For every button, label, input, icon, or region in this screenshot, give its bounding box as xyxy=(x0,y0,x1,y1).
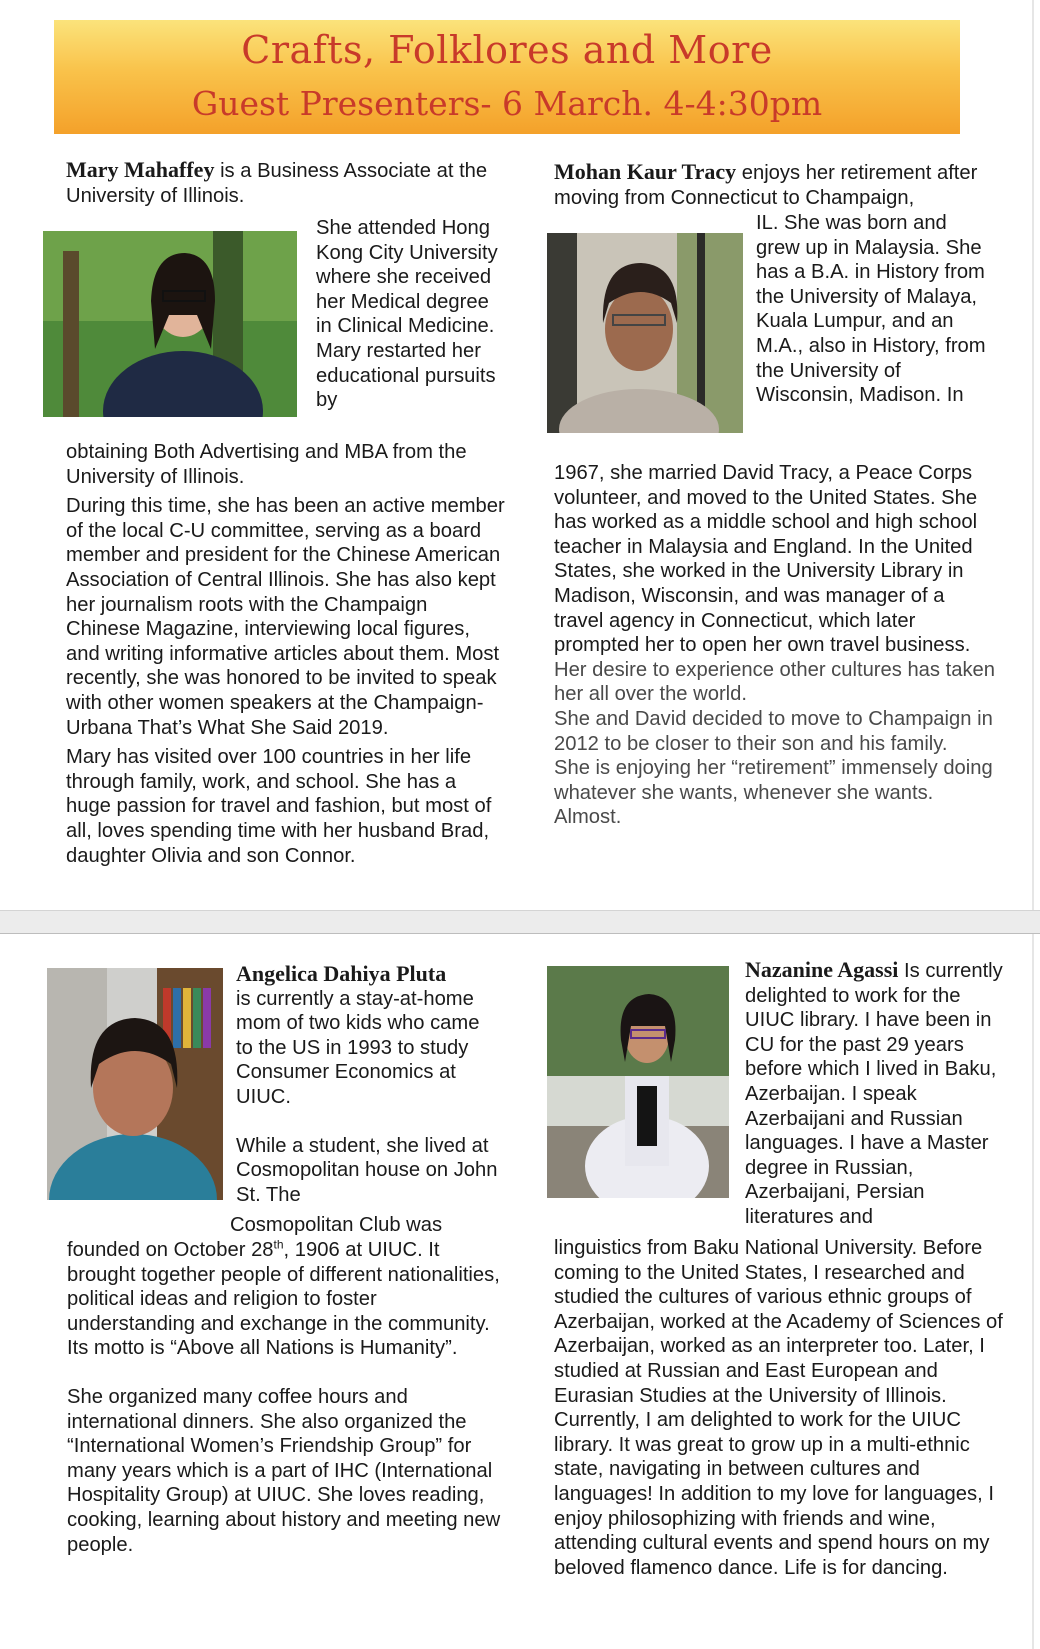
nazanine-side-text xyxy=(745,958,1007,1230)
mohan-intro-text: enjoys her retirement after moving from Connecticut to Champaign, xyxy=(554,162,978,209)
banner-title: Crafts, Folklores and More xyxy=(241,28,773,72)
mary-photo xyxy=(43,231,297,417)
nazanine-photo xyxy=(547,966,729,1198)
angelica-side-paragraph-2: While a student, she lived at Cosmopolitan house on John St. The xyxy=(236,1134,498,1206)
mohan-intro xyxy=(554,160,994,210)
mary-paragraph-3: Mary has visited over 100 countries in her life through family, work, and school. She has a huge passion for travel and fashion, but most of all, loves spending time with her husband Brad, daughter Olivia and son Connor. xyxy=(66,746,492,867)
mohan-side-text xyxy=(756,211,996,408)
page-separator xyxy=(0,910,1040,934)
mohan-body xyxy=(554,461,999,830)
mary-side-paragraph: She attended Hong Kong City University where she received her Medical degree in Clinical Medicine. Mary restarted her educational pursuits by xyxy=(316,217,498,412)
mohan-photo xyxy=(547,233,743,433)
nazanine-continuation: linguistics from Baku National University. Before coming to the United States, I researched and studied the cultures of various ethnic groups of Azerbaijan, worked at the Academy of Sciences of Azerbaijan, worked as an interpreter too. Later, I studied at Russian and East European and Eurasian Studies at the University of Illinois. Currently, I am delighted to work for the UIUC library. It was great to grow up in a multi-ethnic state, navigating in between cultures and languages! In addition to my love for languages, I enjoy philosophizing with friends and wine, attending cultural events and spend hours on my beloved flamenco dance. Life is for dancing. xyxy=(554,1237,1003,1579)
angelica-founded-rest: , 1906 at UIUC. It brought together people of different nationalities, political ideas and religion to foster understanding and exchange in the community. Its motto is “Above all Nations is Humanity”. xyxy=(67,1239,500,1360)
page-edge-line xyxy=(1032,0,1034,1649)
mohan-paragraph-3: She and David decided to move to Champaign in 2012 to be closer to their son and his family. xyxy=(554,707,993,755)
mary-intro-text: is a Business Associate at the University of Illinois. xyxy=(66,160,488,207)
nazanine-body xyxy=(554,1236,1004,1580)
presenter-name-angelica: Angelica Dahiya Pluta xyxy=(236,961,447,986)
nazanine-side-paragraph: Is currently delighted to work for the UIUC library. I have been in CU for the past 29 years before which I lived in Baku, Azerbaijan. I speak Azerbaijani and Russian languages. I have a Master degree in Russian, Azerbaijani, Persian literatures and xyxy=(745,960,1003,1228)
angelica-body xyxy=(67,1238,507,1557)
angelica-founded-text: founded on October 28 xyxy=(67,1239,274,1261)
header-banner xyxy=(54,20,960,134)
mohan-paragraph-2: Her desire to experience other cultures has taken her all over the world. xyxy=(554,658,996,706)
presenter-name-mohan: Mohan Kaur Tracy xyxy=(554,159,737,184)
angelica-side-text xyxy=(236,962,498,1207)
presenter-name-mary: Mary Mahaffey xyxy=(66,157,215,182)
mary-side-text xyxy=(316,216,506,413)
mary-intro xyxy=(66,158,506,208)
presenter-name-nazanine: Nazanine Agassi xyxy=(745,957,899,982)
mary-continuation: obtaining Both Advertising and MBA from the University of Illinois. xyxy=(66,441,467,488)
mohan-paragraph-4: She is enjoying her “retirement” immensely doing whatever she wants, whenever she wants. Almost. xyxy=(554,757,993,829)
mary-paragraph-2: During this time, she has been an active member of the local C-U committee, serving as a board member and president for the Chinese American Association of Central Illinois. She has also kept her journalism roots with the Champaign Chinese Magazine, interviewing local figures, and writing informative articles about them. Most recently, she was honored to be invited to speak with other women speakers at the Champaign-Urbana That’s What She Said 2019. xyxy=(66,495,505,739)
angelica-ordinal-suffix: th xyxy=(273,1237,284,1252)
angelica-club-text: Cosmopolitan Club was xyxy=(230,1214,443,1236)
banner-subtitle: Guest Presenters- 6 March. 4-4:30pm xyxy=(191,84,823,123)
angelica-photo xyxy=(47,968,223,1200)
angelica-paragraph-3: She organized many coffee hours and international dinners. She also organized the “International Women’s Friendship Group” for many years which is a part of IHC (International Hospitality Group) at UIUC. She loves reading, cooking, learning about history and meeting new people. xyxy=(67,1385,501,1556)
mohan-continuation: 1967, she married David Tracy, a Peace Corps volunteer, and moved to the United States. She has worked as a middle school and high school teacher in Malaysia and England. In the United States, she worked in the University Library in Madison, Wisconsin, and was manager of a travel agency in Connecticut, which later prompted her to open her own travel business. xyxy=(554,462,978,657)
mohan-side-paragraph: IL. She was born and grew up in Malaysia. She has a B.A. in History from the University of Malaya, Kuala Lumpur, and an M.A., also in History, from the University of Wisconsin, Madison. In xyxy=(756,212,986,407)
angelica-club-line xyxy=(230,1213,490,1238)
mary-body xyxy=(66,440,506,868)
angelica-side-paragraph-1: is currently a stay-at-home mom of two kids who came to the US in 1993 to study Consumer Economics at UIUC. xyxy=(236,987,480,1108)
